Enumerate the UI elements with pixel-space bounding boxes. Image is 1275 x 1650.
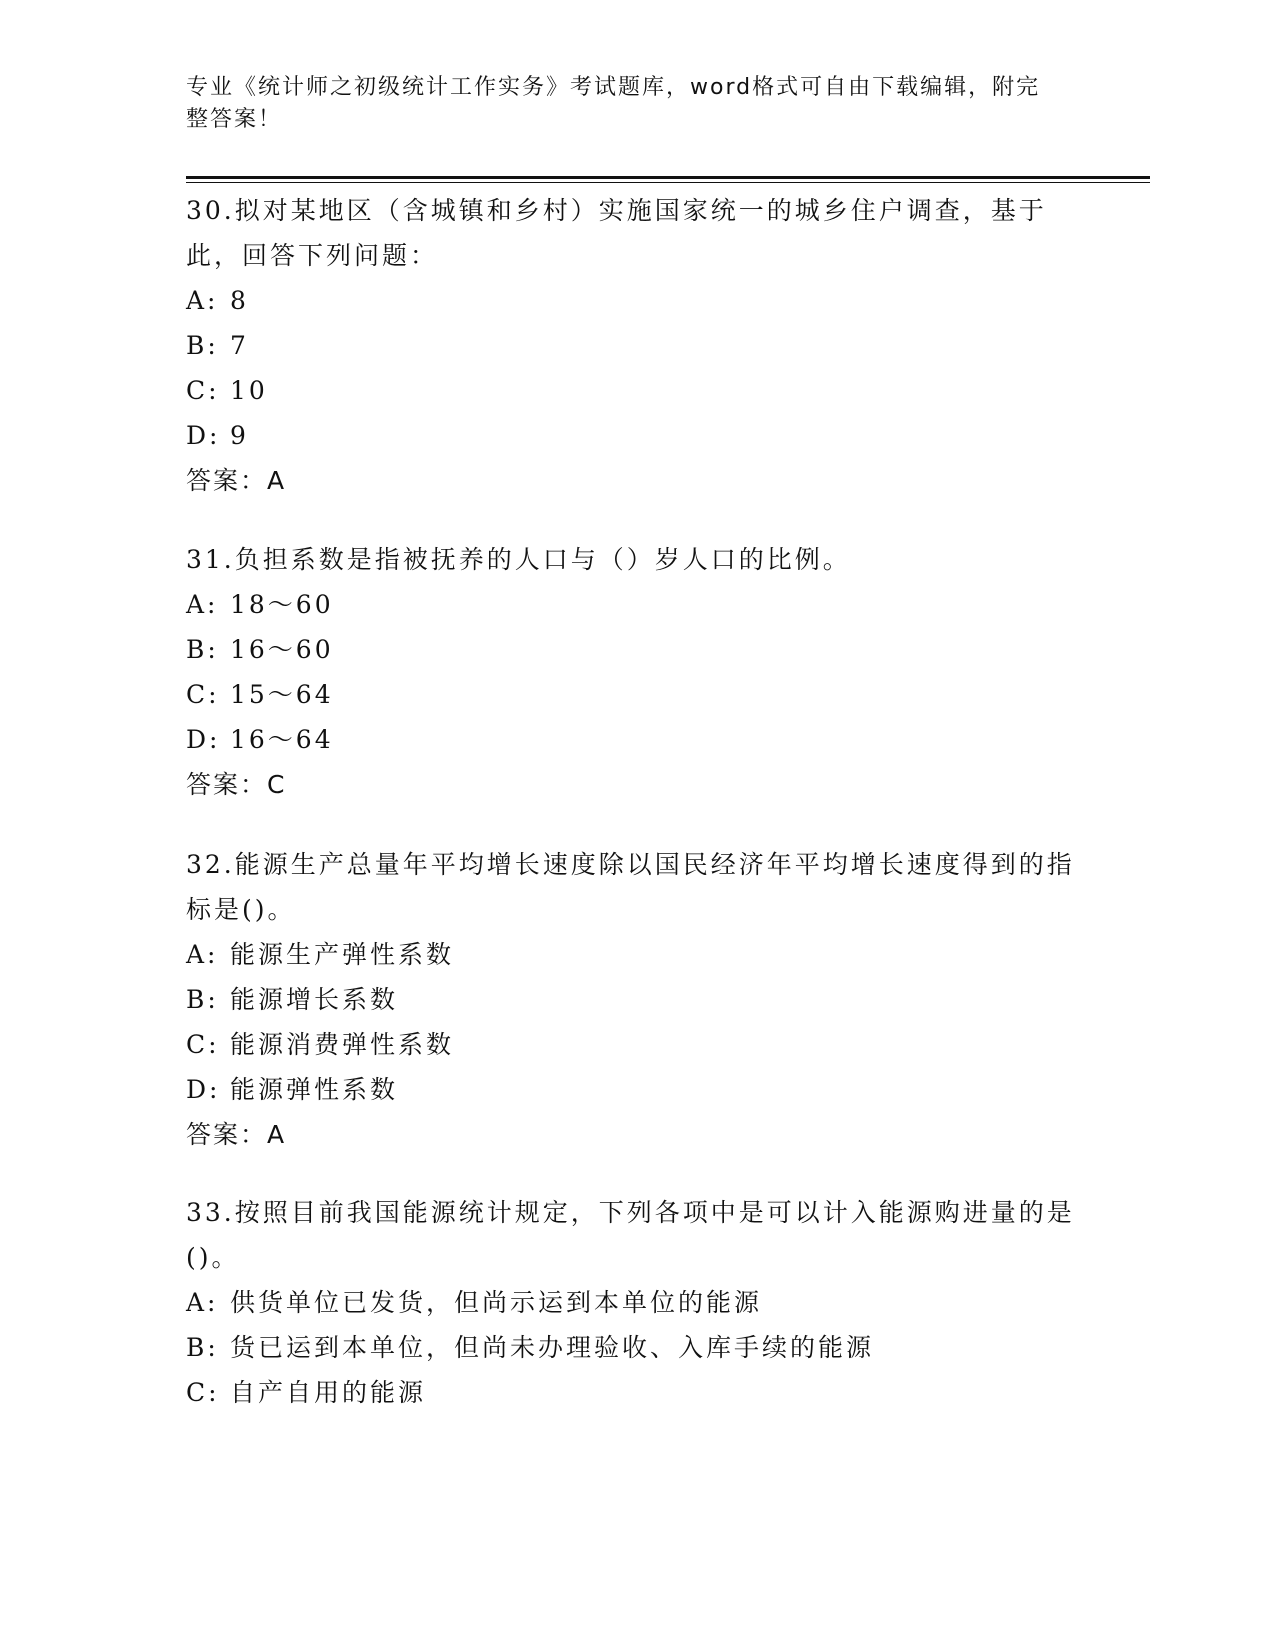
option-c (186, 1370, 1086, 1415)
header-line-2: 整答案！ (186, 107, 283, 132)
option-letter: B: (186, 985, 219, 1014)
option-text: 16～64 (230, 725, 334, 754)
question-33 (186, 1190, 1086, 1415)
option-letter: C: (186, 1378, 220, 1407)
option-text: 能源生产弹性系数 (230, 940, 455, 969)
option-text: 能源弹性系数 (230, 1075, 399, 1104)
answer-line: 答案：C (186, 770, 287, 799)
header-divider-thick (186, 176, 1150, 179)
option-letter: D: (186, 725, 221, 754)
header-line-1: 专业《统计师之初级统计工作实务》考试题库，word格式可自由下载编辑，附完 (186, 75, 1041, 100)
option-c (186, 1022, 1086, 1067)
option-text: 10 (230, 376, 268, 405)
option-letter: A: (186, 940, 219, 969)
option-letter: D: (186, 421, 221, 450)
option-letter: B: (186, 1333, 219, 1362)
answer-line: 答案：A (186, 1120, 287, 1149)
question-31 (186, 537, 1086, 807)
question-stem: 32.能源生产总量年平均增长速度除以国民经济年平均增长速度得到的指标是()。 (186, 850, 1075, 924)
option-text: 15～64 (230, 680, 334, 709)
option-letter: B: (186, 331, 219, 360)
answer-line: 答案：A (186, 466, 287, 495)
option-letter: A: (186, 1288, 219, 1317)
question-stem: 31.负担系数是指被抚养的人口与（）岁人口的比例。 (186, 545, 851, 574)
option-text: 能源增长系数 (230, 985, 399, 1014)
option-b (186, 1325, 1086, 1370)
option-b (186, 977, 1086, 1022)
question-30 (186, 188, 1086, 503)
option-d (186, 413, 1086, 458)
option-text: 自产自用的能源 (230, 1378, 427, 1407)
option-a (186, 932, 1086, 977)
question-stem: 30.拟对某地区（含城镇和乡村）实施国家统一的城乡住户调查，基于此，回答下列问题： (186, 196, 1047, 270)
option-text: 货已运到本单位，但尚未办理验收、入库手续的能源 (230, 1333, 875, 1362)
option-d (186, 717, 1086, 762)
header-divider-thin (186, 182, 1150, 183)
option-letter: A: (186, 590, 219, 619)
option-letter: C: (186, 680, 220, 709)
option-text: 8 (230, 286, 249, 315)
option-d (186, 1067, 1086, 1112)
option-letter: D: (186, 1075, 221, 1104)
option-a (186, 1280, 1086, 1325)
option-a (186, 278, 1086, 323)
option-text: 9 (230, 421, 249, 450)
option-letter: B: (186, 635, 219, 664)
option-c (186, 672, 1086, 717)
option-c (186, 368, 1086, 413)
option-text: 能源消费弹性系数 (230, 1030, 455, 1059)
option-text: 供货单位已发货，但尚示运到本单位的能源 (230, 1288, 763, 1317)
option-b (186, 627, 1086, 672)
option-b (186, 323, 1086, 368)
option-text: 16～60 (230, 635, 334, 664)
option-letter: A: (186, 286, 219, 315)
option-text: 7 (230, 331, 249, 360)
option-text: 18～60 (230, 590, 334, 619)
option-letter: C: (186, 376, 220, 405)
option-letter: C: (186, 1030, 220, 1059)
question-32 (186, 842, 1086, 1157)
question-stem: 33.按照目前我国能源统计规定，下列各项中是可以计入能源购进量的是()。 (186, 1198, 1075, 1272)
option-a (186, 582, 1086, 627)
document-header (186, 72, 1066, 136)
